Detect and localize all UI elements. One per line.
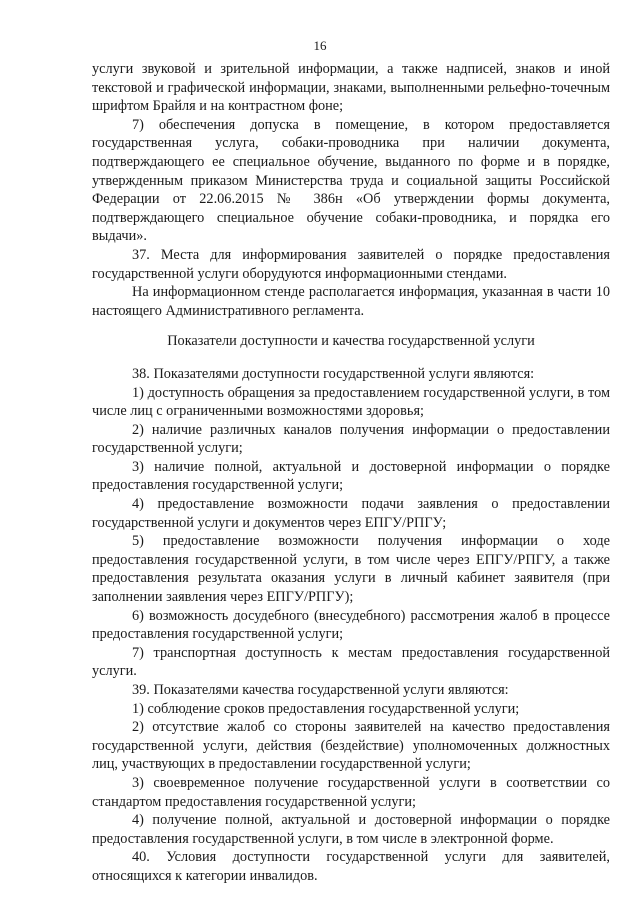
paragraph-item-7-guide-dog: 7) обеспечения допуска в помещение, в котором предоставляется государственная услуга, собаки-проводника при наличии документа, подтверждающего ее специальное обучение, выданного по форме и в порядке, утвержденным приказом Министерства труда и социальной защиты Российской Федерации от 22.06.2015 № 386н «Об утверждении формы документа, подтверждающего специальное обучение собаки-проводника, и порядка его выдачи». [92,116,610,245]
paragraph-info-stand-contents: На информационном стенде располагается информация, указанная в части 10 настоящего Административного регламента. [92,284,610,319]
list-item: 3) наличие полной, актуальной и достоверной информации о порядке предоставления государственной услуги; [92,458,610,494]
list-item: 5) предоставление возможности получения информации о ходе предоставления государственной услуги, в том числе через ЕПГУ/РПГУ, а также предоставления результата оказания услуги в личный кабинет заявителя (при заполнении заявления через ЕПГУ/РПГУ); [92,533,610,606]
paragraph-37-info-stands: 37. Места для информирования заявителей о порядке предоставления государственной услуги оборудуются информационными стендами. [92,246,610,282]
list-item: 6) возможность досудебного (внесудебного) рассмотрения жалоб в процессе предоставления государственной услуги; [92,607,610,643]
document-body [92,60,610,886]
list-item: 3) своевременное получение государственной услуги в соответствии со стандартом предоставления государственной услуги; [92,774,610,810]
paragraph-38-accessibility-indicators: 38. Показателями доступности государственной услуги являются: [132,365,535,382]
list-item: 1) соблюдение сроков предоставления государственной услуги; [132,700,520,717]
list-item: 4) получение полной, актуальной и достоверной информации о порядке предоставления государственной услуги, в том числе в электронной форме. [92,812,610,847]
list-item: 1) доступность обращения за предоставлением государственной услуги, в том числе лиц с ограниченными возможностями здоровья; [92,384,610,420]
page-number: 16 [313,38,327,53]
list-item: 4) предоставление возможности подачи заявления о предоставлении государственной услуги и документов через ЕПГУ/РПГУ; [92,496,610,531]
list-item: 2) отсутствие жалоб со стороны заявителей на качество предоставления государственной услуги, действия (бездействие) уполномоченных должностных лиц, участвующих в предоставлении государственной услуги; [92,719,610,773]
list-item: 7) транспортная доступность к местам предоставления государственной услуги. [92,644,610,680]
paragraph-continuation: услуги звуковой и зрительной информации, а также надписей, знаков и иной текстовой и графической информации, знаками, выполненными рельефно-точечным шрифтом Брайля и на контрастном фоне; [92,61,610,115]
list-item: 2) наличие различных каналов получения информации о предоставлении государственной услуги; [92,421,610,457]
paragraph-39-quality-indicators: 39. Показателями качества государственной услуги являются: [132,682,509,698]
section-heading: Показатели доступности и качества государственной услуги [167,333,535,350]
paragraph-40-disabled-access: 40. Условия доступности государственной услуги для заявителей, относящихся к категории инвалидов. [92,849,610,884]
